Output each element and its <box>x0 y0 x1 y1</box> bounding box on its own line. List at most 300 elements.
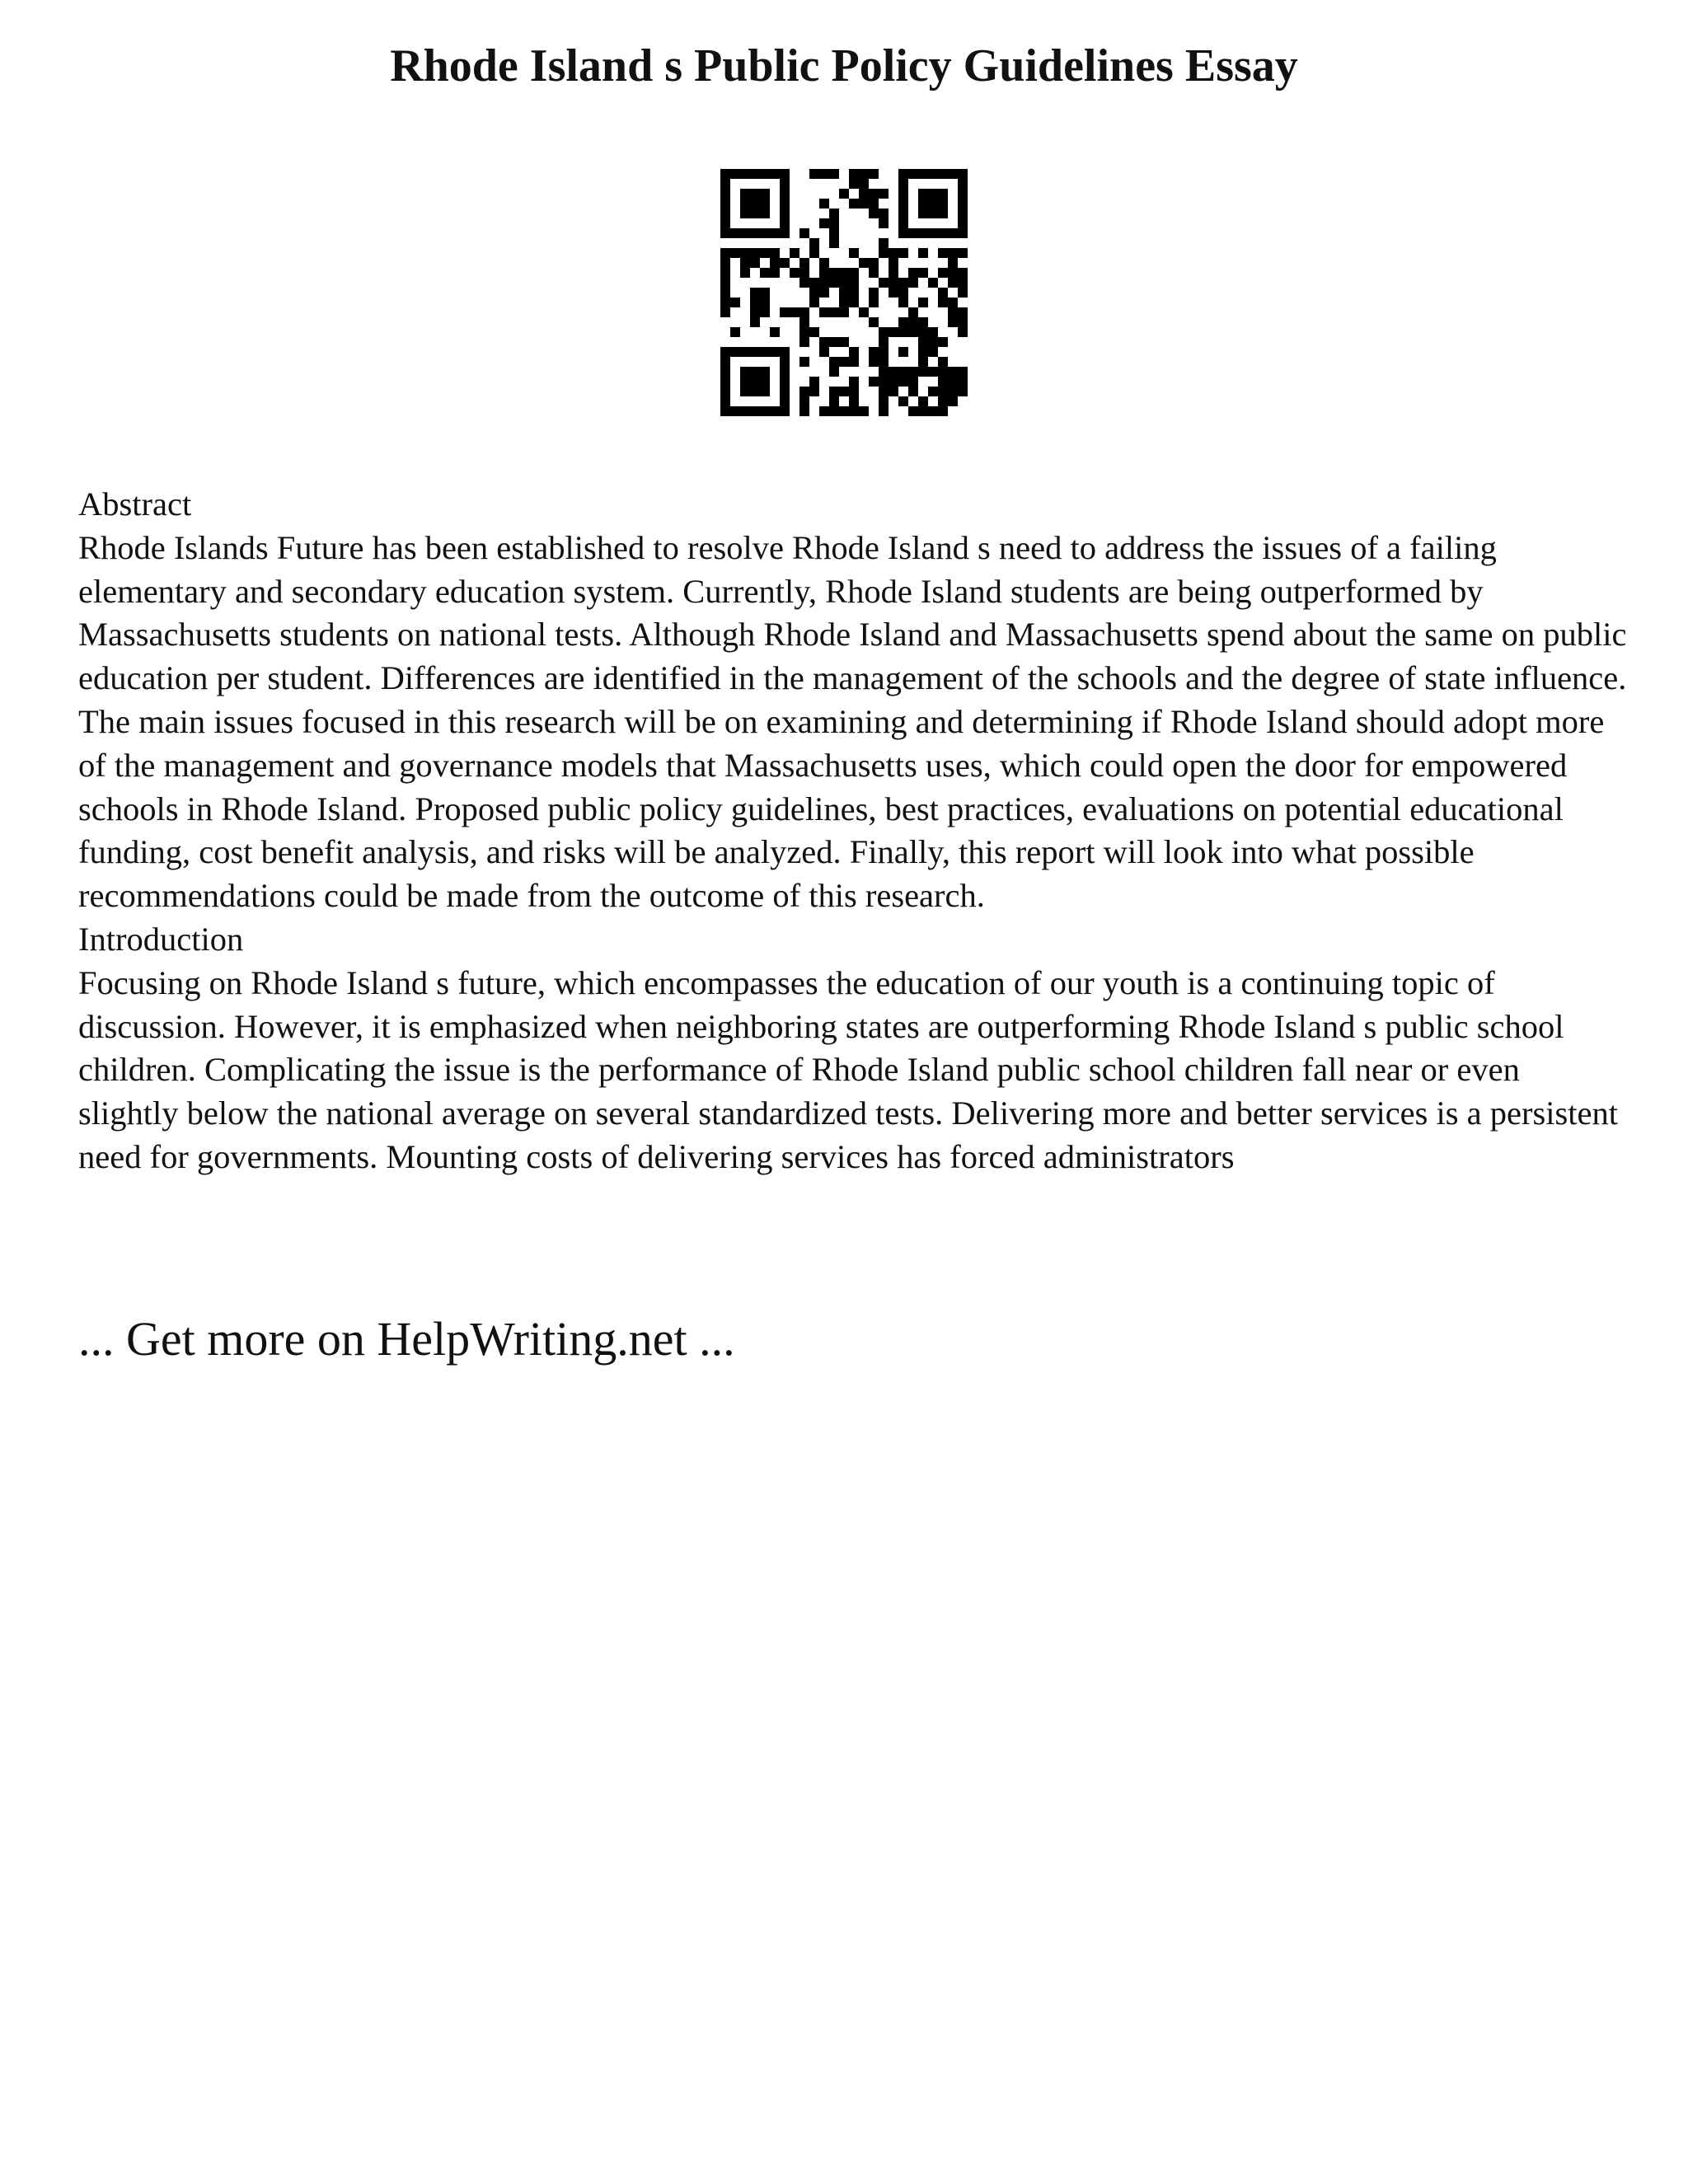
qr-module <box>849 248 859 258</box>
qr-module <box>958 377 968 387</box>
qr-module <box>829 367 839 377</box>
qr-module <box>730 327 740 337</box>
qr-module <box>948 377 958 387</box>
qr-module <box>928 387 938 396</box>
qr-module <box>898 347 908 357</box>
qr-module <box>879 209 889 218</box>
qr-module <box>740 228 750 238</box>
qr-module <box>799 278 809 288</box>
qr-module <box>750 367 760 377</box>
qr-module <box>869 189 879 199</box>
qr-module <box>948 396 958 406</box>
qr-module <box>770 327 780 337</box>
qr-module <box>770 228 780 238</box>
qr-module <box>889 248 898 258</box>
qr-module <box>799 387 809 396</box>
qr-module <box>720 199 730 209</box>
qr-module <box>819 406 829 416</box>
qr-module <box>928 228 938 238</box>
qr-module <box>829 387 839 396</box>
qr-module <box>760 199 770 209</box>
qr-module <box>760 209 770 218</box>
qr-module <box>849 396 859 406</box>
qr-module <box>750 406 760 416</box>
qr-module <box>849 199 859 209</box>
qr-module <box>750 189 760 199</box>
qr-module <box>879 337 889 347</box>
qr-module <box>750 288 760 298</box>
qr-module <box>889 377 898 387</box>
qr-module <box>908 169 918 179</box>
qr-module <box>839 288 849 298</box>
qr-module <box>849 406 859 416</box>
qr-module <box>938 209 948 218</box>
qr-module <box>918 268 928 278</box>
qr-module <box>869 169 879 179</box>
qr-module <box>898 327 908 337</box>
qr-module <box>879 189 889 199</box>
qr-module <box>809 298 819 307</box>
get-more-link[interactable]: ... Get more on HelpWriting.net ... <box>78 1312 735 1366</box>
qr-module <box>958 179 968 189</box>
qr-module <box>780 258 790 268</box>
qr-module <box>859 258 869 268</box>
qr-module <box>879 377 889 387</box>
qr-module <box>730 406 740 416</box>
qr-module <box>958 288 968 298</box>
qr-module <box>839 387 849 396</box>
qr-module <box>720 367 730 377</box>
qr-module <box>799 396 809 406</box>
qr-module <box>869 268 879 278</box>
qr-module <box>780 307 790 317</box>
qr-module <box>799 258 809 268</box>
qr-module <box>938 199 948 209</box>
qr-module <box>908 406 918 416</box>
qr-module <box>938 268 948 278</box>
qr-module <box>849 357 859 367</box>
qr-module <box>918 327 928 337</box>
qr-module <box>780 199 790 209</box>
qr-module <box>760 248 770 258</box>
qr-module <box>809 238 819 248</box>
qr-module <box>780 367 790 377</box>
qr-module <box>750 347 760 357</box>
qr-module <box>928 327 938 337</box>
qr-module <box>898 189 908 199</box>
qr-module <box>720 357 730 367</box>
qr-module <box>898 199 908 209</box>
qr-module <box>720 377 730 387</box>
qr-module <box>760 387 770 396</box>
qr-module <box>720 169 730 179</box>
qr-module <box>829 238 839 248</box>
qr-module <box>958 278 968 288</box>
qr-module <box>869 357 879 367</box>
qr-module <box>918 228 928 238</box>
qr-module <box>829 396 839 406</box>
qr-module <box>898 169 908 179</box>
qr-module <box>720 406 730 416</box>
qr-module <box>859 179 869 189</box>
qr-module <box>720 189 730 199</box>
qr-module <box>750 248 760 258</box>
qr-module <box>720 209 730 218</box>
qr-module <box>908 367 918 377</box>
qr-module <box>809 248 819 258</box>
qr-module <box>889 278 898 288</box>
qr-module <box>829 357 839 367</box>
qr-module <box>948 307 958 317</box>
qr-module <box>790 307 799 317</box>
qr-module <box>740 367 750 377</box>
qr-module <box>928 337 938 347</box>
introduction-heading: Introduction <box>78 920 244 958</box>
qr-module <box>740 268 750 278</box>
qr-module <box>918 337 928 347</box>
qr-module <box>720 298 730 307</box>
qr-module <box>849 179 859 189</box>
qr-module <box>898 209 908 218</box>
qr-module <box>869 199 879 209</box>
qr-module <box>770 258 780 268</box>
qr-module <box>938 298 948 307</box>
qr-module <box>780 357 790 367</box>
qr-module <box>799 228 809 238</box>
qr-module <box>938 387 948 396</box>
qr-module <box>849 347 859 357</box>
qr-module <box>839 307 849 317</box>
qr-module <box>720 347 730 357</box>
qr-module <box>790 268 799 278</box>
qr-module <box>879 218 889 228</box>
qr-module <box>958 209 968 218</box>
qr-module <box>720 228 730 238</box>
qr-module <box>750 298 760 307</box>
qr-module <box>958 327 968 337</box>
qr-module <box>819 199 829 209</box>
qr-module <box>780 377 790 387</box>
qr-module <box>799 337 809 347</box>
qr-module <box>829 228 839 238</box>
qr-module <box>809 327 819 337</box>
qr-module <box>720 268 730 278</box>
qr-module <box>829 307 839 317</box>
qr-module <box>918 396 928 406</box>
qr-module <box>879 248 889 258</box>
qr-module <box>849 169 859 179</box>
qr-module <box>859 169 869 179</box>
qr-module <box>730 248 740 258</box>
qr-module <box>750 199 760 209</box>
qr-module <box>869 317 879 327</box>
qr-module <box>720 179 730 189</box>
qr-module <box>839 278 849 288</box>
qr-module <box>958 387 968 396</box>
qr-module <box>918 357 928 367</box>
qr-module <box>928 199 938 209</box>
qr-module <box>859 189 869 199</box>
qr-module <box>829 268 839 278</box>
qr-module <box>849 298 859 307</box>
qr-module <box>879 347 889 357</box>
qr-module <box>740 169 750 179</box>
qr-module <box>908 278 918 288</box>
qr-module <box>829 169 839 179</box>
qr-module <box>760 228 770 238</box>
qr-module <box>898 396 908 406</box>
qr-module <box>799 268 809 278</box>
qr-module <box>918 406 928 416</box>
qr-module <box>799 406 809 416</box>
qr-module <box>898 248 908 258</box>
qr-module <box>898 218 908 228</box>
qr-module <box>918 298 928 307</box>
qr-module <box>839 337 849 347</box>
qr-module <box>889 288 898 298</box>
qr-module <box>938 169 948 179</box>
qr-module <box>780 169 790 179</box>
qr-module <box>720 248 730 258</box>
qr-module <box>750 228 760 238</box>
qr-module <box>760 367 770 377</box>
qr-module <box>928 406 938 416</box>
qr-module <box>958 169 968 179</box>
qr-module <box>799 357 809 367</box>
qr-module <box>938 377 948 387</box>
qr-code-icon <box>720 169 968 416</box>
qr-module <box>770 169 780 179</box>
qr-module <box>938 288 948 298</box>
qr-module <box>750 258 760 268</box>
qr-module <box>879 278 889 288</box>
qr-module <box>730 169 740 179</box>
qr-module <box>898 278 908 288</box>
qr-module <box>780 387 790 396</box>
qr-module <box>938 337 948 347</box>
qr-module <box>760 268 770 278</box>
qr-module <box>908 377 918 387</box>
qr-module <box>908 307 918 317</box>
qr-module <box>889 268 898 278</box>
qr-module <box>839 357 849 367</box>
qr-module <box>948 268 958 278</box>
qr-module <box>869 288 879 298</box>
qr-module <box>889 258 898 268</box>
qr-module <box>938 396 948 406</box>
qr-module <box>750 317 760 327</box>
qr-module <box>918 169 928 179</box>
qr-module <box>928 367 938 377</box>
qr-module <box>819 307 829 317</box>
qr-module <box>889 387 898 396</box>
introduction-paragraph: Focusing on Rhode Island s future, which encompasses the education of our youth is a continuing topic of discussion. However, it is emphasized when neighboring states are outperforming Rhode Island s public school children. Complicating the issue is the performance of Rhode Island public school children fall near or even slightly below the national average on several standardized tests. Delivering more and better services is a persistent need for governments. Mounting costs of delivering services has forced administrators <box>78 963 1619 1175</box>
qr-module <box>898 377 908 387</box>
qr-module <box>948 298 958 307</box>
qr-module <box>809 169 819 179</box>
qr-module <box>958 307 968 317</box>
qr-module <box>918 209 928 218</box>
qr-module <box>948 248 958 258</box>
qr-module <box>898 179 908 189</box>
qr-module <box>918 189 928 199</box>
qr-module <box>889 327 898 337</box>
qr-module <box>898 317 908 327</box>
qr-module <box>770 347 780 357</box>
qr-module <box>720 396 730 406</box>
qr-module <box>869 298 879 307</box>
qr-module <box>780 228 790 238</box>
qr-module <box>908 387 918 396</box>
qr-module <box>869 377 879 387</box>
qr-module <box>849 387 859 396</box>
qr-module <box>780 179 790 189</box>
qr-module <box>819 337 829 347</box>
qr-module <box>780 347 790 357</box>
qr-module <box>898 288 908 298</box>
qr-module <box>879 327 889 337</box>
qr-module <box>898 228 908 238</box>
qr-module <box>918 199 928 209</box>
qr-module <box>918 367 928 377</box>
qr-module <box>720 258 730 268</box>
qr-module <box>879 396 889 406</box>
qr-module <box>938 228 948 238</box>
qr-module <box>829 406 839 416</box>
qr-module <box>799 327 809 337</box>
qr-module <box>839 406 849 416</box>
qr-module <box>928 189 938 199</box>
qr-module <box>740 199 750 209</box>
qr-module <box>839 189 849 199</box>
qr-module <box>879 406 889 416</box>
qr-module <box>809 377 819 387</box>
qr-module <box>770 406 780 416</box>
qr-module <box>819 169 829 179</box>
qr-module <box>869 209 879 218</box>
qr-module <box>839 298 849 307</box>
qr-module <box>740 347 750 357</box>
qr-module <box>958 199 968 209</box>
qr-module <box>740 209 750 218</box>
abstract-paragraph: Rhode Islands Future has been established to resolve Rhode Island s need to address the issues of a failing elementary and secondary education system. Currently, Rhode Island students are being outperformed by Massachusetts students on national tests. Although Rhode Island and Massachusetts spend about the same on public education per student. Differences are identified in the management of the schools and the degree of state influence. The main issues focused in this research will be on examining and determining if Rhode Island should adopt more of the management and governance models that Massachusetts uses, which could open the door for empowered schools in Rhode Island. Proposed public policy guidelines, best practices, evaluations on potential educational funding, cost benefit analysis, and risks will be analyzed. Finally, this report will look into what possible recommendations could be made from the outcome of this research. <box>78 528 1627 915</box>
qr-module <box>898 367 908 377</box>
qr-module <box>819 218 829 228</box>
qr-module <box>819 278 829 288</box>
qr-module <box>918 248 928 258</box>
qr-module <box>780 218 790 228</box>
qr-module <box>819 258 829 268</box>
qr-module <box>720 288 730 298</box>
qr-module <box>898 298 908 307</box>
qr-module <box>849 377 859 387</box>
qr-module <box>889 367 898 377</box>
qr-module <box>750 209 760 218</box>
qr-module <box>948 278 958 288</box>
qr-module <box>760 377 770 387</box>
qr-module <box>879 367 889 377</box>
qr-module <box>799 307 809 317</box>
qr-module <box>720 218 730 228</box>
qr-module <box>740 189 750 199</box>
qr-module <box>958 189 968 199</box>
qr-module <box>908 327 918 337</box>
qr-module <box>720 307 730 317</box>
qr-module <box>938 367 948 377</box>
qr-module <box>760 288 770 298</box>
qr-module <box>958 317 968 327</box>
qr-module <box>938 248 948 258</box>
qr-module <box>809 387 819 396</box>
qr-module <box>750 169 760 179</box>
qr-module <box>829 278 839 288</box>
qr-module <box>839 268 849 278</box>
qr-module <box>958 367 968 377</box>
qr-module <box>908 268 918 278</box>
qr-module <box>948 169 958 179</box>
qr-module <box>750 387 760 396</box>
qr-module <box>859 199 869 209</box>
qr-module <box>958 228 968 238</box>
qr-module <box>760 406 770 416</box>
qr-module <box>730 228 740 238</box>
qr-module <box>948 317 958 327</box>
qr-module <box>918 317 928 327</box>
qr-module <box>809 278 819 288</box>
qr-module <box>938 189 948 199</box>
qr-module <box>869 258 879 268</box>
document-body <box>78 483 1628 1179</box>
qr-module <box>780 189 790 199</box>
qr-module <box>760 347 770 357</box>
qr-module <box>740 377 750 387</box>
qr-module <box>869 347 879 357</box>
qr-module <box>958 268 968 278</box>
qr-module <box>780 396 790 406</box>
qr-module <box>770 248 780 258</box>
qr-module <box>958 248 968 258</box>
qr-module <box>780 406 790 416</box>
qr-module <box>879 387 889 396</box>
qr-module <box>938 357 948 367</box>
qr-module <box>760 169 770 179</box>
qr-module <box>829 218 839 228</box>
qr-module <box>720 278 730 288</box>
qr-module <box>948 228 958 238</box>
qr-module <box>740 248 750 258</box>
qr-module <box>720 387 730 396</box>
qr-module <box>928 347 938 357</box>
qr-module <box>740 406 750 416</box>
qr-module <box>948 258 958 268</box>
qr-module <box>938 406 948 416</box>
qr-module <box>918 347 928 357</box>
qr-module <box>849 268 859 278</box>
qr-module <box>908 228 918 238</box>
qr-module <box>740 387 750 396</box>
qr-module <box>750 377 760 387</box>
qr-module <box>730 347 740 357</box>
qr-module <box>819 347 829 357</box>
page-title: Rhode Island s Public Policy Guidelines Essay <box>390 40 1298 91</box>
qr-module <box>928 209 938 218</box>
qr-module <box>819 288 829 298</box>
qr-module <box>859 406 869 416</box>
qr-module <box>809 288 819 298</box>
qr-module <box>908 317 918 327</box>
qr-module <box>879 357 889 367</box>
qr-module <box>948 387 958 396</box>
